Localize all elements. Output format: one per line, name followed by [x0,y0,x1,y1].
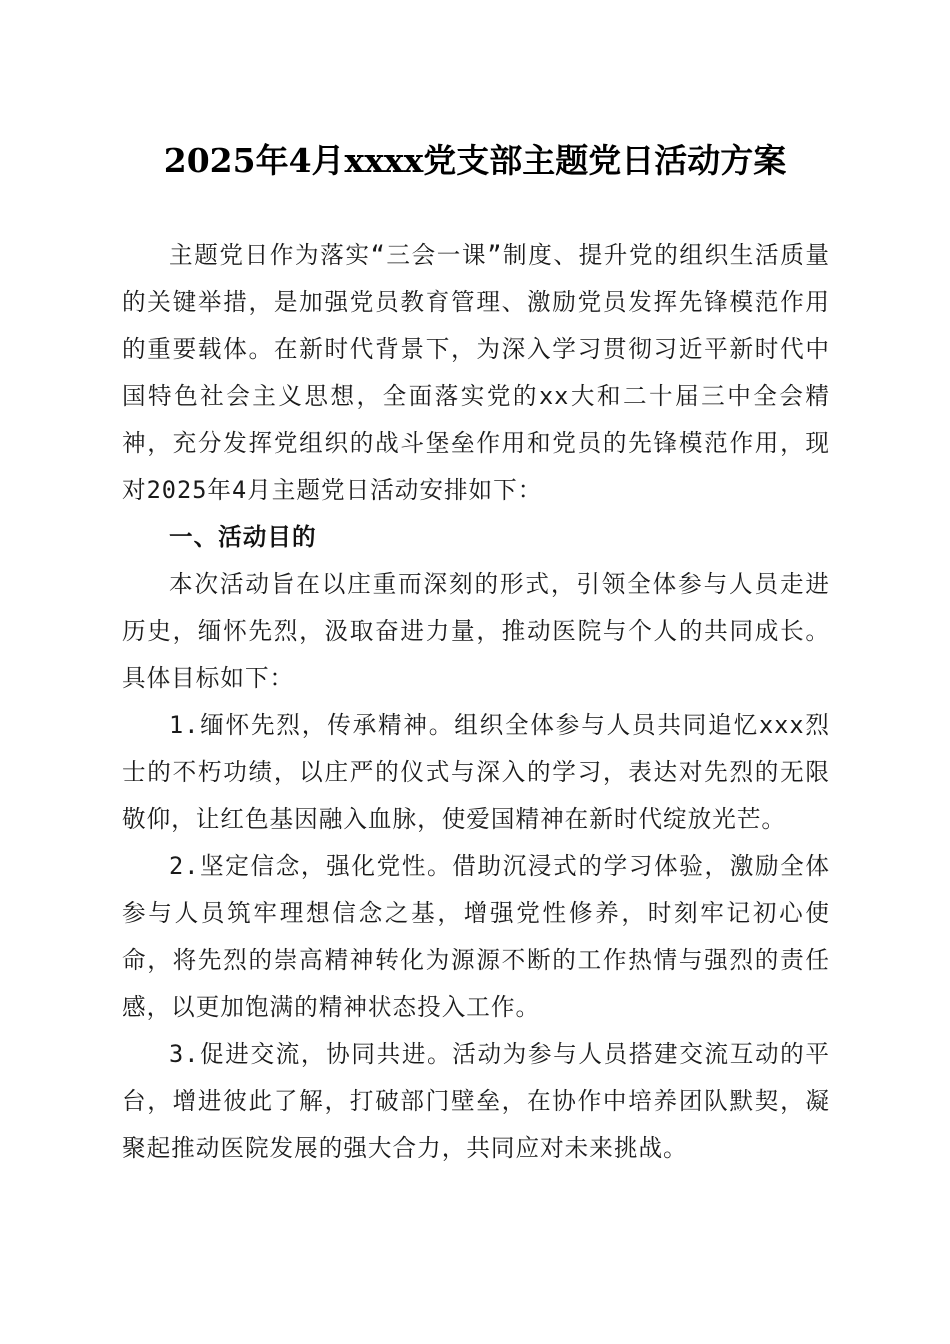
goal-item-1: 1.缅怀先烈，传承精神。组织全体参与人员共同追忆xxx烈士的不朽功绩，以庄严的仪式与深入的学习，表达对先烈的无限敬仰，让红色基因融入血脉，使爱国精神在新时代绽放光芒。 [122,711,830,833]
document-title: 2025年4月xxxx党支部主题党日活动方案 [163,141,787,180]
document-body [122,232,830,1172]
intro-paragraph: 主题党日作为落实“三会一课”制度、提升党的组织生活质量的关键举措，是加强党员教育管理、激励党员发挥先锋模范作用的重要载体。在新时代背景下，为深入学习贯彻习近平新时代中国特色社会主义思想，全面落实党的xx大和二十届三中全会精神，充分发挥党组织的战斗堡垒作用和党员的先锋模范作用，现对2025年4月主题党日活动安排如下： [122,241,830,504]
goal-item-2: 2.坚定信念，强化党性。借助沉浸式的学习体验，激励全体参与人员筑牢理想信念之基，增强党性修养，时刻牢记初心使命，将先烈的崇高精神转化为源源不断的工作热情与强烈的责任感，以更加饱满的精神状态投入工作。 [122,852,830,1021]
section-heading-purpose: 一、活动目的 [169,523,317,551]
goal-item-3: 3.促进交流，协同共进。活动为参与人员搭建交流互动的平台，增进彼此了解，打破部门壁垒，在协作中培养团队默契，凝聚起推动医院发展的强大合力，共同应对未来挑战。 [122,1040,830,1162]
section-lead-paragraph: 本次活动旨在以庄重而深刻的形式，引领全体参与人员走进历史，缅怀先烈，汲取奋进力量，推动医院与个人的共同成长。具体目标如下： [122,570,830,692]
